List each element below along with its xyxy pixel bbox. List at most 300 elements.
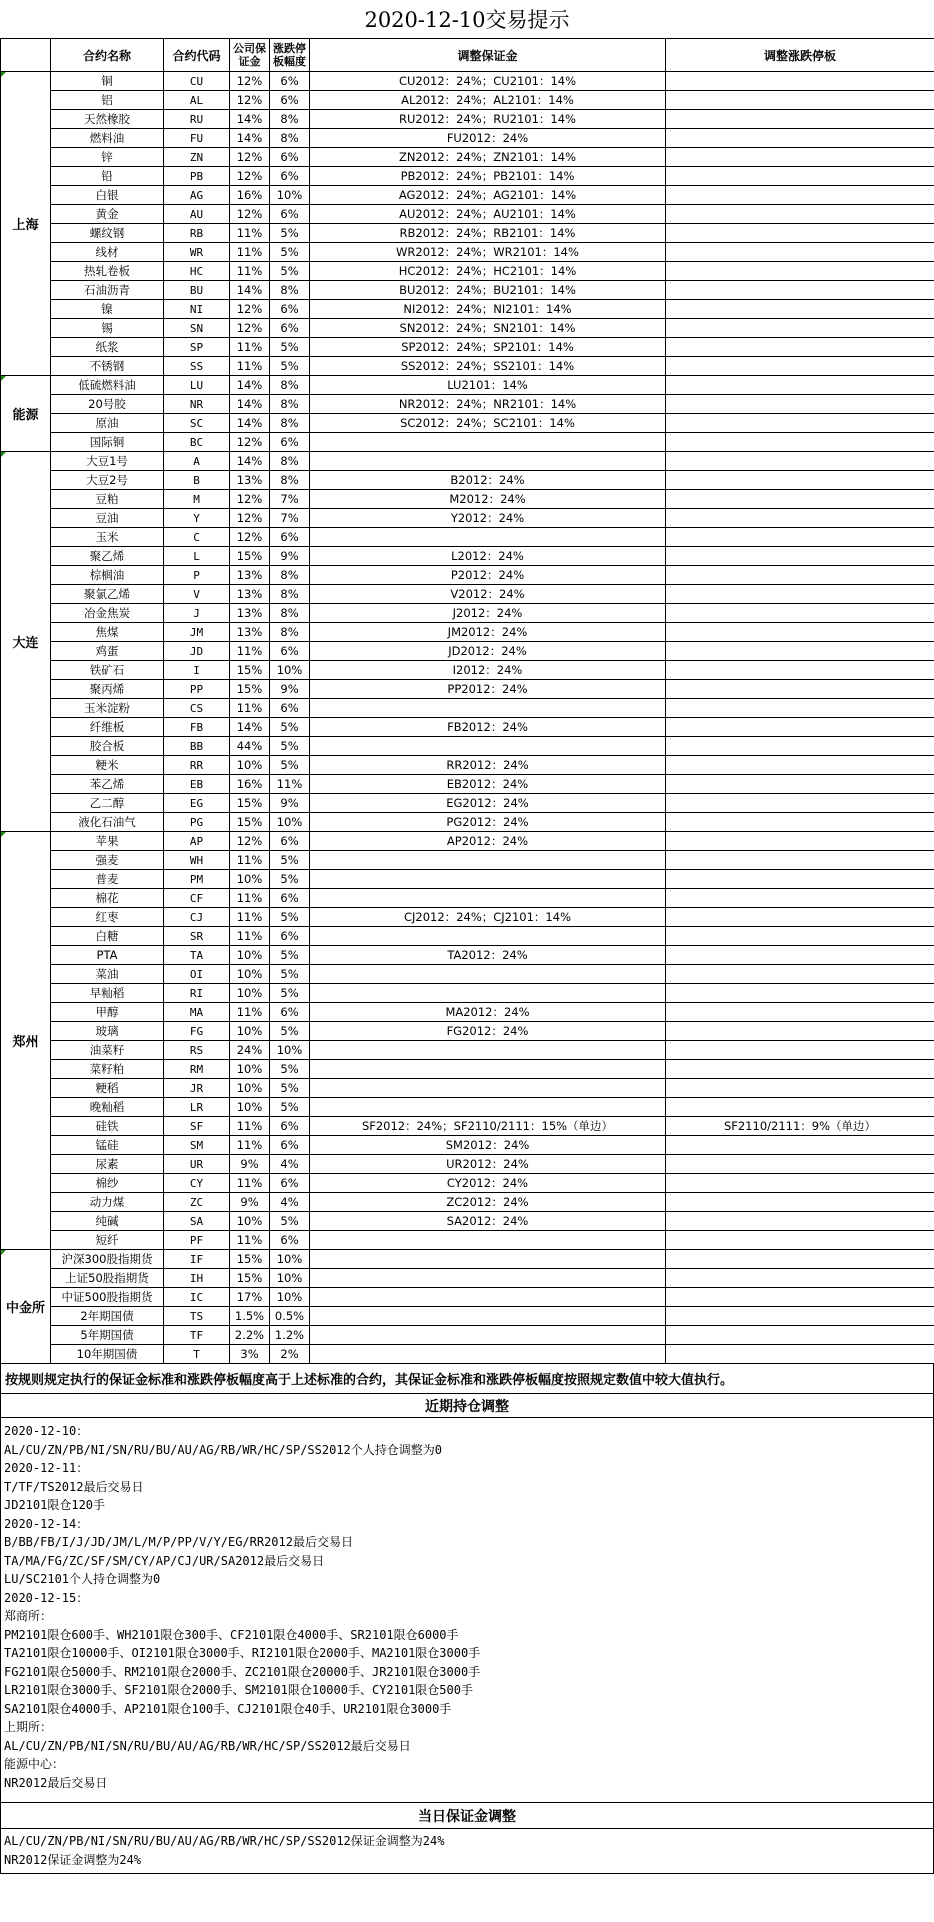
contract-name-cell: 螺纹钢 <box>51 224 164 243</box>
adjust-line: 2020-12-14： <box>4 1516 89 1531</box>
table-row <box>1 1307 934 1326</box>
price-limit-cell: 5% <box>270 224 310 243</box>
contract-name-cell: 纸浆 <box>51 338 164 357</box>
adjust-limit-cell <box>666 1060 934 1079</box>
table-row <box>1 528 934 547</box>
region-label: 中金所 <box>1 1250 51 1364</box>
contract-name-cell: 胶合板 <box>51 737 164 756</box>
price-limit-cell: 10% <box>270 1041 310 1060</box>
company-margin-cell: 2.2% <box>230 1326 270 1345</box>
adjust-limit-cell <box>666 110 934 129</box>
adjust-limit-cell <box>666 72 934 91</box>
table-row <box>1 281 934 300</box>
company-margin-cell: 15% <box>230 661 270 680</box>
company-margin-cell: 12% <box>230 91 270 110</box>
table-row <box>1 300 934 319</box>
adjust-limit-cell <box>666 718 934 737</box>
contract-name-cell: 镍 <box>51 300 164 319</box>
table-row <box>1 1288 934 1307</box>
company-margin-cell: 14% <box>230 281 270 300</box>
table-row <box>1 642 934 661</box>
company-margin-cell: 10% <box>230 1022 270 1041</box>
contract-name-cell: 低硫燃料油 <box>51 376 164 395</box>
table-row <box>1 148 934 167</box>
price-limit-cell: 8% <box>270 566 310 585</box>
contract-code-cell: Y <box>164 509 230 528</box>
adjust-margin-cell: NR2012：24%；NR2101：14% <box>310 395 666 414</box>
header-contract-code: 合约代码 <box>164 39 230 72</box>
table-header-row <box>1 39 934 72</box>
adjust-margin-cell: JM2012：24% <box>310 623 666 642</box>
table-row <box>1 338 934 357</box>
table-row <box>1 566 934 585</box>
header-adjust-limit: 调整涨跌停板 <box>666 39 934 72</box>
adjust-margin-cell <box>310 1060 666 1079</box>
company-margin-cell: 15% <box>230 1250 270 1269</box>
price-limit-cell: 5% <box>270 870 310 889</box>
contract-code-cell: RI <box>164 984 230 1003</box>
adjust-line: 2020-12-11： <box>4 1461 89 1475</box>
company-margin-cell: 10% <box>230 756 270 775</box>
contract-code-cell: P <box>164 566 230 585</box>
price-limit-cell: 7% <box>270 490 310 509</box>
price-limit-cell: 8% <box>270 110 310 129</box>
contract-name-cell: 黄金 <box>51 205 164 224</box>
adjust-limit-cell <box>666 338 934 357</box>
table-row <box>1 509 934 528</box>
company-margin-cell: 12% <box>230 528 270 547</box>
table-row <box>1 262 934 281</box>
company-margin-cell: 16% <box>230 775 270 794</box>
contract-code-cell: EB <box>164 775 230 794</box>
contract-name-cell: 大豆1号 <box>51 452 164 471</box>
contract-name-cell: 粳稻 <box>51 1079 164 1098</box>
company-margin-cell: 12% <box>230 509 270 528</box>
contract-code-cell: HC <box>164 262 230 281</box>
adjust-line: B/BB/FB/I/J/JD/JM/L/M/P/PP/V/Y/EG/RR2012最后交易日 <box>4 1535 353 1549</box>
contract-code-cell: RB <box>164 224 230 243</box>
adjust-limit-cell <box>666 585 934 604</box>
table-row <box>1 110 934 129</box>
region-label: 郑州 <box>1 832 51 1250</box>
adjust-line: AL/CU/ZN/PB/NI/SN/RU/BU/AU/AG/RB/WR/HC/SP/SS2012保证金调整为24% <box>4 1834 445 1848</box>
company-margin-cell: 12% <box>230 72 270 91</box>
contract-code-cell: RR <box>164 756 230 775</box>
price-limit-cell: 8% <box>270 395 310 414</box>
contract-name-cell: 菜油 <box>51 965 164 984</box>
adjust-limit-cell <box>666 319 934 338</box>
adjust-line: 上期所： <box>4 1720 53 1734</box>
price-limit-cell: 8% <box>270 414 310 433</box>
price-limit-cell: 6% <box>270 433 310 452</box>
adjust-margin-cell: LU2101：14% <box>310 376 666 395</box>
contract-code-cell: MA <box>164 1003 230 1022</box>
adjust-margin-cell: CU2012：24%；CU2101：14% <box>310 72 666 91</box>
table-row <box>1 794 934 813</box>
adjust-line: AL/CU/ZN/PB/NI/SN/RU/BU/AU/AG/RB/WR/HC/SP/SS2012个人持仓调整为0 <box>4 1442 443 1457</box>
adjust-limit-cell <box>666 984 934 1003</box>
company-margin-cell: 10% <box>230 870 270 889</box>
adjust-margin-cell: J2012：24% <box>310 604 666 623</box>
adjust-margin-cell: SN2012：24%；SN2101：14% <box>310 319 666 338</box>
adjust-margin-cell: EG2012：24% <box>310 794 666 813</box>
contract-code-cell: ZC <box>164 1193 230 1212</box>
adjust-margin-cell: SC2012：24%；SC2101：14% <box>310 414 666 433</box>
adjust-limit-cell <box>666 642 934 661</box>
table-row <box>1 129 934 148</box>
contract-code-cell: TA <box>164 946 230 965</box>
adjust-limit-cell <box>666 148 934 167</box>
table-row <box>1 1193 934 1212</box>
contract-code-cell: CS <box>164 699 230 718</box>
contract-name-cell: 豆油 <box>51 509 164 528</box>
table-row <box>1 623 934 642</box>
contract-name-cell: 聚氯乙烯 <box>51 585 164 604</box>
contract-name-cell: 鸡蛋 <box>51 642 164 661</box>
company-margin-cell: 14% <box>230 718 270 737</box>
adjust-limit-cell: SF2110/2111：9%（单边） <box>666 1117 934 1136</box>
adjust-line: LU/SC2101个人持仓调整为0 <box>4 1572 161 1586</box>
price-limit-cell: 6% <box>270 300 310 319</box>
company-margin-cell: 10% <box>230 1098 270 1117</box>
adjust-limit-cell <box>666 1231 934 1250</box>
table-row <box>1 1345 934 1364</box>
contract-code-cell: ZN <box>164 148 230 167</box>
region-label: 大连 <box>1 452 51 832</box>
price-limit-cell: 5% <box>270 851 310 870</box>
contract-code-cell: AU <box>164 205 230 224</box>
table-row <box>1 167 934 186</box>
price-limit-cell: 6% <box>270 91 310 110</box>
adjust-limit-cell <box>666 756 934 775</box>
table-row <box>1 357 934 376</box>
adjust-limit-cell <box>666 623 934 642</box>
table-row <box>1 1155 934 1174</box>
contract-code-cell: M <box>164 490 230 509</box>
adjust-line: 2020-12-10： <box>4 1424 89 1438</box>
table-row <box>1 927 934 946</box>
contract-name-cell: 铁矿石 <box>51 661 164 680</box>
adjust-margin-cell: AU2012：24%；AU2101：14% <box>310 205 666 224</box>
adjust-margin-cell: Y2012：24% <box>310 509 666 528</box>
price-limit-cell: 5% <box>270 243 310 262</box>
adjust-margin-cell <box>310 1079 666 1098</box>
adjust-limit-cell <box>666 889 934 908</box>
contract-name-cell: 铜 <box>51 72 164 91</box>
adjust-limit-cell <box>666 1345 934 1364</box>
contract-code-cell: AP <box>164 832 230 851</box>
contract-name-cell: 沪深300股指期货 <box>51 1250 164 1269</box>
table-row <box>1 870 934 889</box>
table-row <box>1 585 934 604</box>
adjust-margin-cell <box>310 1231 666 1250</box>
adjust-limit-cell <box>666 300 934 319</box>
table-row <box>1 414 934 433</box>
company-margin-cell: 15% <box>230 547 270 566</box>
adjust-limit-cell <box>666 376 934 395</box>
adjust-margin-cell <box>310 433 666 452</box>
table-row <box>1 889 934 908</box>
contract-name-cell: 锰硅 <box>51 1136 164 1155</box>
company-margin-cell: 10% <box>230 1060 270 1079</box>
adjust-margin-cell: RR2012：24% <box>310 756 666 775</box>
position-section-heading: 近期持仓调整 <box>1 1394 933 1418</box>
adjust-margin-cell: PP2012：24% <box>310 680 666 699</box>
adjust-margin-cell: I2012：24% <box>310 661 666 680</box>
company-margin-cell: 12% <box>230 319 270 338</box>
contract-name-cell: 晚籼稻 <box>51 1098 164 1117</box>
contract-code-cell: C <box>164 528 230 547</box>
adjust-margin-cell: SP2012：24%；SP2101：14% <box>310 338 666 357</box>
price-limit-cell: 10% <box>270 1288 310 1307</box>
adjust-margin-cell: SF2012：24%；SF2110/2111：15%（单边） <box>310 1117 666 1136</box>
table-row <box>1 1079 934 1098</box>
adjust-margin-cell: RB2012：24%；RB2101：14% <box>310 224 666 243</box>
company-margin-cell: 12% <box>230 832 270 851</box>
company-margin-cell: 11% <box>230 642 270 661</box>
margin-adjust-list <box>1 1829 933 1874</box>
company-margin-cell: 11% <box>230 851 270 870</box>
price-limit-cell: 9% <box>270 794 310 813</box>
cell-comment-marker <box>1 72 6 77</box>
contract-code-cell: PP <box>164 680 230 699</box>
company-margin-cell: 12% <box>230 167 270 186</box>
adjust-margin-cell <box>310 1288 666 1307</box>
adjust-limit-cell <box>666 167 934 186</box>
adjust-margin-cell <box>310 452 666 471</box>
price-limit-cell: 10% <box>270 1269 310 1288</box>
company-margin-cell: 11% <box>230 1174 270 1193</box>
contract-name-cell: 纤维板 <box>51 718 164 737</box>
cell-comment-marker <box>1 452 6 457</box>
adjust-limit-cell <box>666 471 934 490</box>
price-limit-cell: 8% <box>270 129 310 148</box>
company-margin-cell: 14% <box>230 414 270 433</box>
company-margin-cell: 16% <box>230 186 270 205</box>
rule-note: 按规则规定执行的保证金标准和涨跌停板幅度高于上述标准的合约，其保证金标准和涨跌停板幅度按照规定数值中较大值执行。 <box>1 1364 933 1394</box>
company-margin-cell: 13% <box>230 623 270 642</box>
price-limit-cell: 6% <box>270 1174 310 1193</box>
table-row <box>1 908 934 927</box>
price-limit-cell: 5% <box>270 946 310 965</box>
table-row <box>1 1003 934 1022</box>
adjust-limit-cell <box>666 604 934 623</box>
adjust-limit-cell <box>666 927 934 946</box>
contract-name-cell: 天然橡胶 <box>51 110 164 129</box>
contract-code-cell: L <box>164 547 230 566</box>
company-margin-cell: 10% <box>230 984 270 1003</box>
contract-code-cell: PG <box>164 813 230 832</box>
contract-code-cell: JD <box>164 642 230 661</box>
price-limit-cell: 6% <box>270 927 310 946</box>
table-row <box>1 718 934 737</box>
price-limit-cell: 9% <box>270 547 310 566</box>
price-limit-cell: 5% <box>270 357 310 376</box>
adjust-margin-cell <box>310 1326 666 1345</box>
adjust-limit-cell <box>666 1212 934 1231</box>
price-limit-cell: 6% <box>270 832 310 851</box>
contract-code-cell: SF <box>164 1117 230 1136</box>
table-row <box>1 205 934 224</box>
contract-name-cell: 豆粕 <box>51 490 164 509</box>
price-limit-cell: 9% <box>270 680 310 699</box>
price-limit-cell: 5% <box>270 718 310 737</box>
company-margin-cell: 11% <box>230 1136 270 1155</box>
contract-name-cell: 国际铜 <box>51 433 164 452</box>
adjust-limit-cell <box>666 1174 934 1193</box>
company-margin-cell: 24% <box>230 1041 270 1060</box>
contract-code-cell: TS <box>164 1307 230 1326</box>
adjust-margin-cell: EB2012：24% <box>310 775 666 794</box>
contract-name-cell: 中证500股指期货 <box>51 1288 164 1307</box>
adjust-margin-cell: CJ2012：24%；CJ2101：14% <box>310 908 666 927</box>
contract-code-cell: TF <box>164 1326 230 1345</box>
contract-code-cell: SC <box>164 414 230 433</box>
contract-name-cell: 聚乙烯 <box>51 547 164 566</box>
contract-code-cell: SS <box>164 357 230 376</box>
table-row <box>1 1117 934 1136</box>
adjust-limit-cell <box>666 509 934 528</box>
price-limit-cell: 5% <box>270 737 310 756</box>
company-margin-cell: 14% <box>230 452 270 471</box>
company-margin-cell: 11% <box>230 927 270 946</box>
contract-code-cell: JR <box>164 1079 230 1098</box>
adjust-limit-cell <box>666 1288 934 1307</box>
company-margin-cell: 10% <box>230 1212 270 1231</box>
price-limit-cell: 7% <box>270 509 310 528</box>
price-limit-cell: 6% <box>270 205 310 224</box>
table-row <box>1 433 934 452</box>
adjust-margin-cell: SM2012：24% <box>310 1136 666 1155</box>
table-row <box>1 395 934 414</box>
price-limit-cell: 6% <box>270 1003 310 1022</box>
cell-comment-marker <box>1 832 6 837</box>
header-contract-name: 合约名称 <box>51 39 164 72</box>
region-label: 能源 <box>1 376 51 452</box>
table-row <box>1 984 934 1003</box>
price-limit-cell: 10% <box>270 661 310 680</box>
price-limit-cell: 5% <box>270 984 310 1003</box>
company-margin-cell: 11% <box>230 224 270 243</box>
contract-name-cell: 棉花 <box>51 889 164 908</box>
table-row <box>1 832 934 851</box>
price-limit-cell: 5% <box>270 1022 310 1041</box>
contract-code-cell: SN <box>164 319 230 338</box>
contract-code-cell: FG <box>164 1022 230 1041</box>
company-margin-cell: 14% <box>230 129 270 148</box>
adjust-line: NR2012最后交易日 <box>4 1775 108 1790</box>
table-row <box>1 1022 934 1041</box>
adjust-margin-cell: TA2012：24% <box>310 946 666 965</box>
contract-code-cell: A <box>164 452 230 471</box>
adjust-line: FG2101限仓5000手、RM2101限仓2000手、ZC2101限仓20000手、JR2101限仓3000手 <box>4 1664 481 1679</box>
company-margin-cell: 15% <box>230 1269 270 1288</box>
price-limit-cell: 5% <box>270 756 310 775</box>
contract-name-cell: 原油 <box>51 414 164 433</box>
company-margin-cell: 15% <box>230 794 270 813</box>
price-limit-cell: 5% <box>270 908 310 927</box>
table-row <box>1 1231 934 1250</box>
table-row <box>1 604 934 623</box>
adjust-line: TA2101限仓10000手、OI2101限仓3000手、RI2101限仓2000手、MA2101限仓3000手 <box>4 1646 481 1660</box>
adjust-limit-cell <box>666 1307 934 1326</box>
table-row <box>1 946 934 965</box>
adjust-margin-cell <box>310 1098 666 1117</box>
contract-name-cell: 红枣 <box>51 908 164 927</box>
contract-name-cell: 聚丙烯 <box>51 680 164 699</box>
contract-code-cell: FB <box>164 718 230 737</box>
adjust-margin-cell: V2012：24% <box>310 585 666 604</box>
contract-code-cell: BU <box>164 281 230 300</box>
adjust-limit-cell <box>666 946 934 965</box>
contract-code-cell: EG <box>164 794 230 813</box>
company-margin-cell: 14% <box>230 395 270 414</box>
company-margin-cell: 14% <box>230 376 270 395</box>
adjust-limit-cell <box>666 1079 934 1098</box>
adjust-limit-cell <box>666 281 934 300</box>
table-row <box>1 91 934 110</box>
contract-name-cell: 液化石油气 <box>51 813 164 832</box>
contract-name-cell: 苯乙烯 <box>51 775 164 794</box>
price-limit-cell: 10% <box>270 1250 310 1269</box>
adjust-limit-cell <box>666 1003 934 1022</box>
company-margin-cell: 15% <box>230 680 270 699</box>
header-price-limit: 涨跌停 板幅度 <box>270 39 310 72</box>
contract-name-cell: 上证50股指期货 <box>51 1269 164 1288</box>
table-row <box>1 965 934 984</box>
adjust-margin-cell <box>310 851 666 870</box>
adjust-margin-cell <box>310 889 666 908</box>
adjust-margin-cell: HC2012：24%；HC2101：14% <box>310 262 666 281</box>
margin-section-heading: 当日保证金调整 <box>1 1803 933 1829</box>
adjust-margin-cell: AG2012：24%；AG2101：14% <box>310 186 666 205</box>
price-limit-cell: 4% <box>270 1193 310 1212</box>
adjust-limit-cell <box>666 490 934 509</box>
contract-table <box>0 38 934 1364</box>
price-limit-cell: 8% <box>270 585 310 604</box>
price-limit-cell: 8% <box>270 452 310 471</box>
adjust-line: 郑商所： <box>4 1609 53 1623</box>
adjust-limit-cell <box>666 851 934 870</box>
contract-code-cell: RM <box>164 1060 230 1079</box>
adjust-margin-cell: AP2012：24% <box>310 832 666 851</box>
contract-name-cell: 线材 <box>51 243 164 262</box>
contract-code-cell: BC <box>164 433 230 452</box>
company-margin-cell: 11% <box>230 1231 270 1250</box>
company-margin-cell: 11% <box>230 1117 270 1136</box>
contract-name-cell: 尿素 <box>51 1155 164 1174</box>
table-row <box>1 1269 934 1288</box>
table-row <box>1 243 934 262</box>
price-limit-cell: 6% <box>270 699 310 718</box>
adjust-line: PM2101限仓600手、WH2101限仓300手、CF2101限仓4000手、SR2101限仓6000手 <box>4 1627 459 1642</box>
page-title: 2020-12-10交易提示 <box>364 8 570 32</box>
table-row <box>1 737 934 756</box>
table-row <box>1 224 934 243</box>
contract-code-cell: UR <box>164 1155 230 1174</box>
table-row <box>1 1174 934 1193</box>
price-limit-cell: 2% <box>270 1345 310 1364</box>
price-limit-cell: 6% <box>270 889 310 908</box>
contract-code-cell: CY <box>164 1174 230 1193</box>
table-row <box>1 699 934 718</box>
adjust-limit-cell <box>666 1098 934 1117</box>
contract-code-cell: WR <box>164 243 230 262</box>
adjust-margin-cell: L2012：24% <box>310 547 666 566</box>
header-company-margin: 公司保 证金 <box>230 39 270 72</box>
price-limit-cell: 6% <box>270 1117 310 1136</box>
contract-name-cell: 燃料油 <box>51 129 164 148</box>
